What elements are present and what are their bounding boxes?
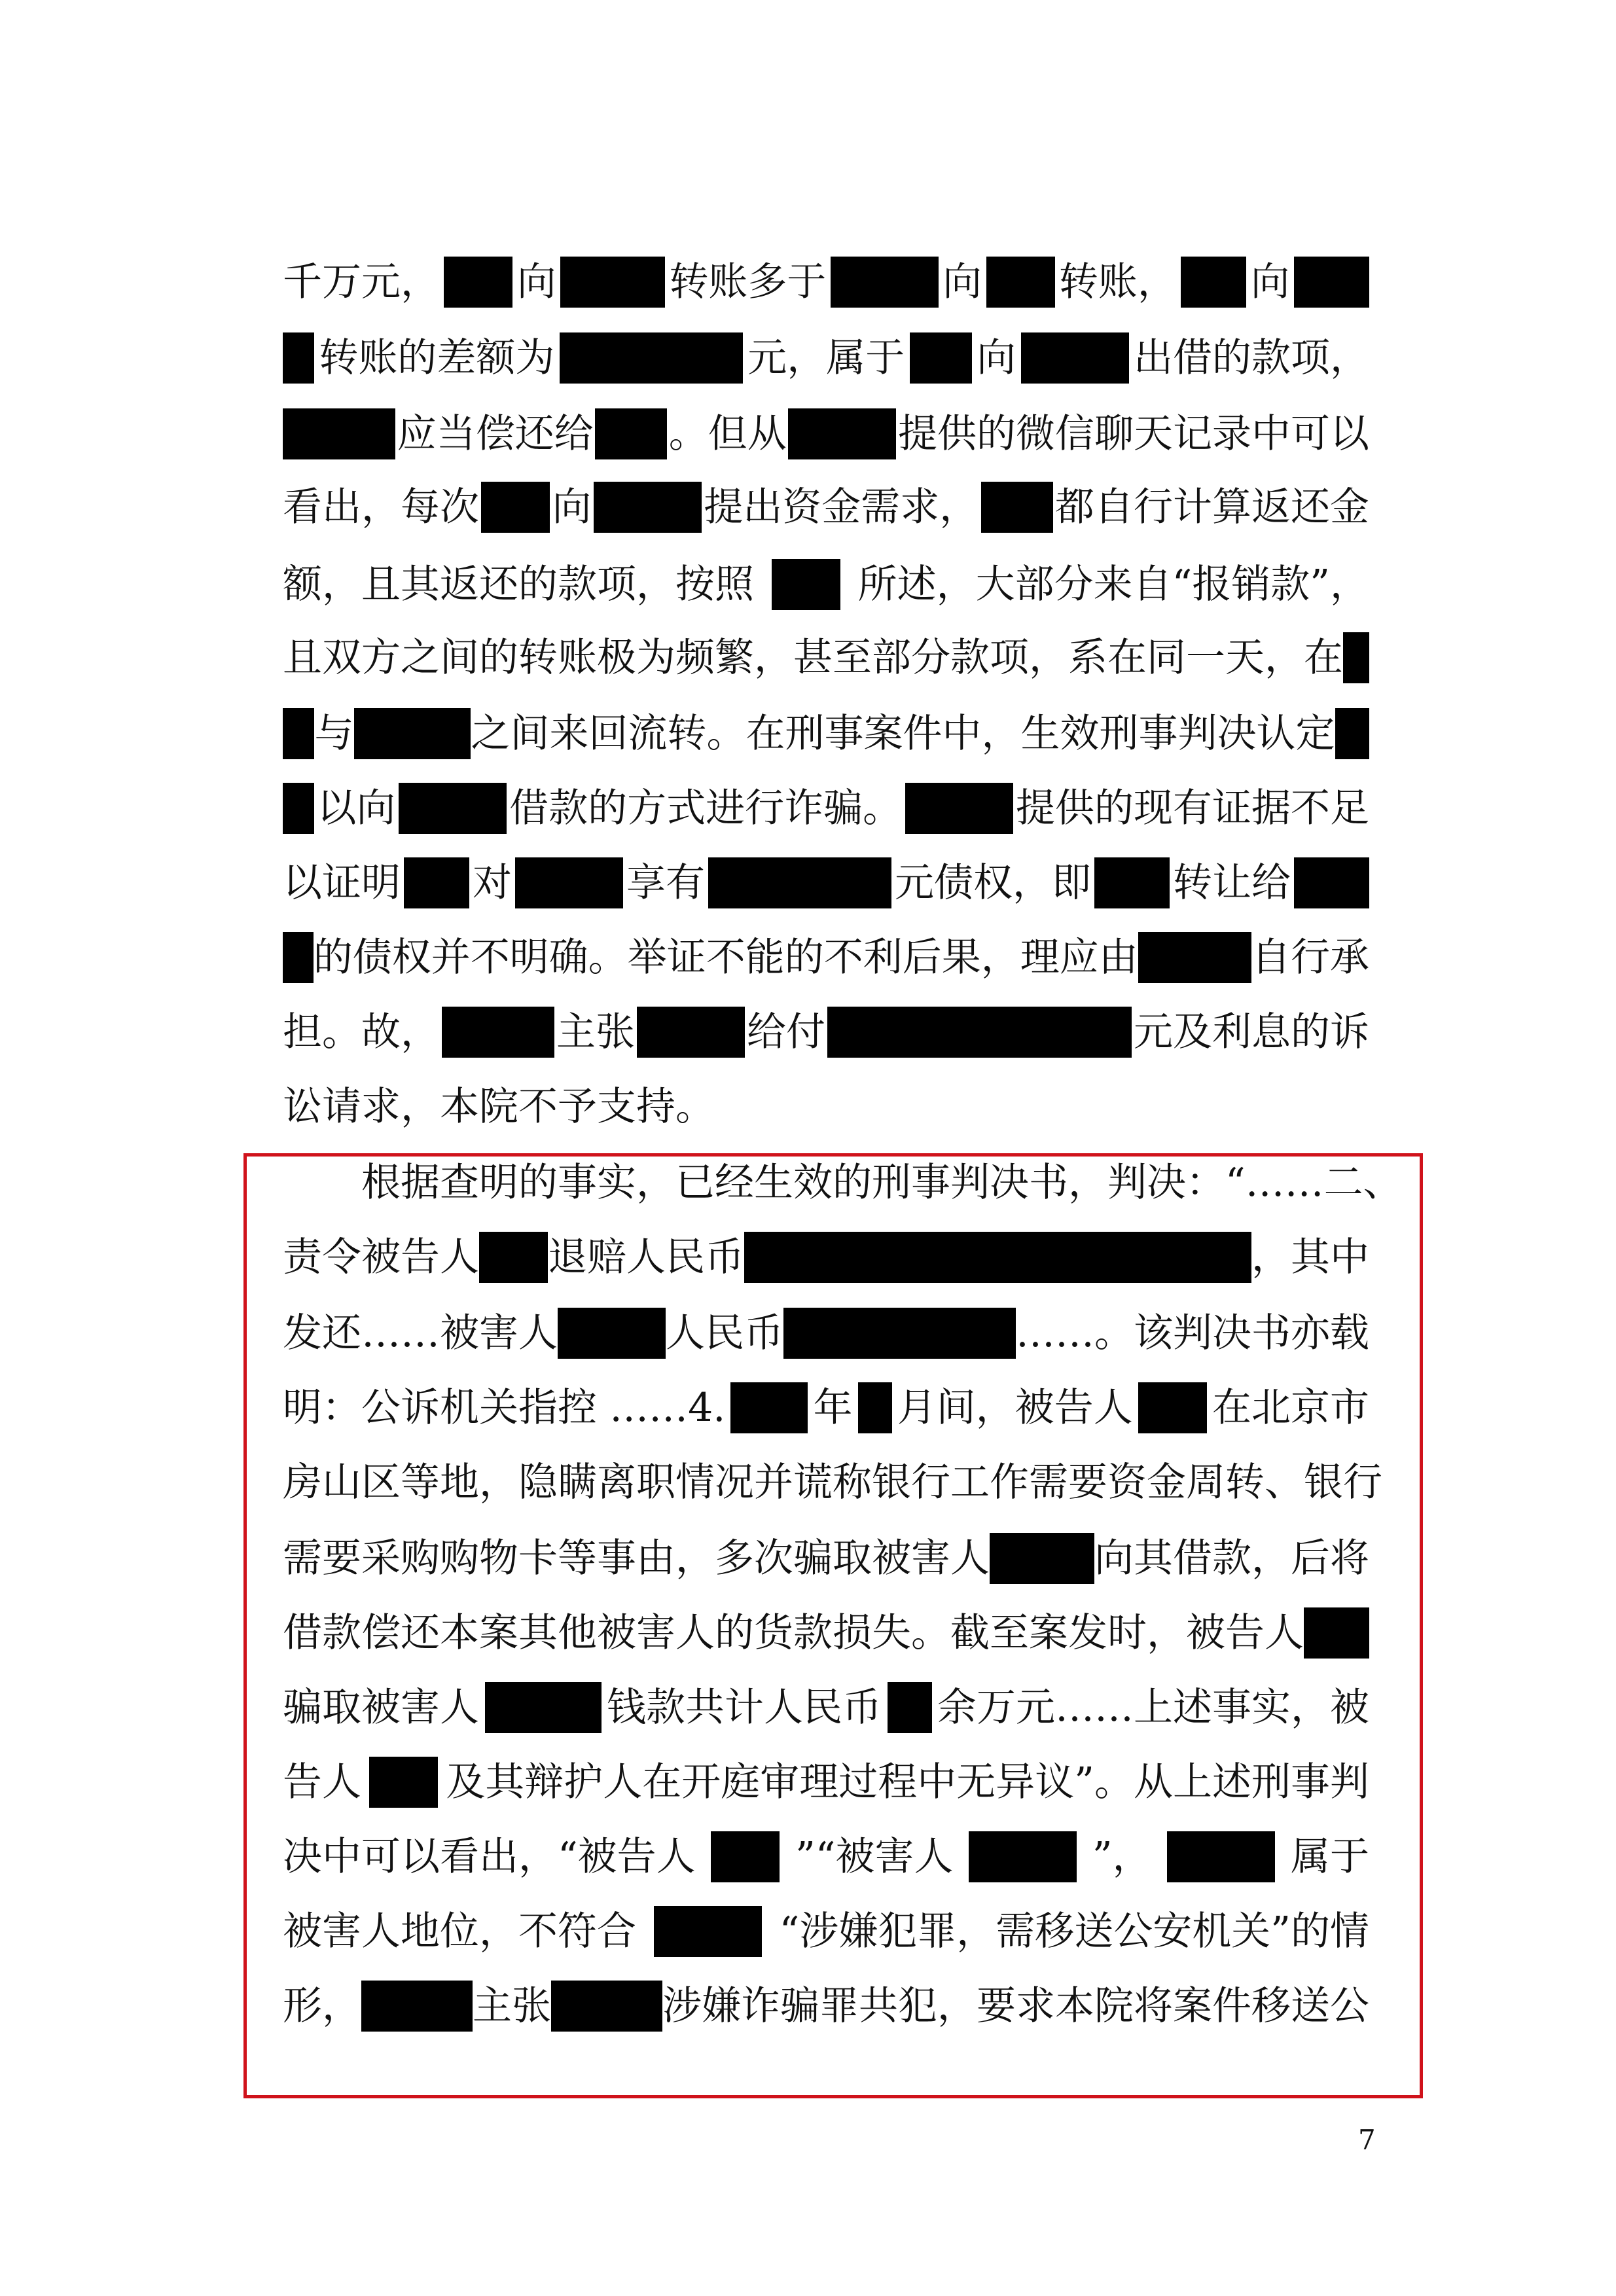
text-segment: 自行承 [1251, 935, 1369, 980]
text-segment: 元及利息的诉 [1134, 1009, 1369, 1055]
redaction-block [1021, 332, 1129, 384]
text-line [283, 471, 1369, 543]
redaction-block [1181, 257, 1246, 308]
text-segment: 月间，被告人 [897, 1385, 1133, 1431]
text-segment: 向 [516, 259, 556, 305]
text-segment: 享有 [626, 860, 705, 906]
text-segment: 提供的现有证据不足 [1015, 785, 1369, 831]
text-line [283, 622, 1369, 694]
redaction-block [283, 708, 314, 759]
redaction-block [1294, 857, 1369, 908]
text-segment: 元债权，即 [895, 860, 1091, 906]
text-segment: ，其中 [1251, 1234, 1369, 1280]
redaction-block [827, 1007, 1132, 1058]
text-segment: 出借的款项， [1133, 335, 1369, 381]
text-line [283, 772, 1369, 844]
text-segment: 骗取被害人 [283, 1685, 479, 1731]
redaction-block [481, 482, 550, 533]
text-segment: 发还……被害人 [283, 1310, 558, 1356]
text-segment: 人民币 [666, 1310, 783, 1356]
text-segment: 与 [314, 711, 354, 757]
text-segment: 责令被告人 [283, 1234, 479, 1280]
redaction-block [283, 408, 395, 459]
redaction-block [283, 783, 314, 834]
redaction-block [595, 408, 667, 459]
text-line [283, 698, 1369, 770]
redaction-block [708, 857, 891, 908]
text-segment: ”“被害人 [795, 1834, 954, 1880]
text-segment: 担。故， [283, 1009, 440, 1055]
text-segment: 提供的微信聊天记录中可以 [897, 411, 1369, 457]
redaction-block [560, 257, 665, 308]
text-segment: 转账， [1058, 259, 1177, 305]
text-segment: 在北京市 [1212, 1385, 1369, 1431]
text-segment: 主张 [556, 1009, 635, 1055]
text-segment: 主张 [473, 1983, 551, 2029]
text-segment: 元，属于 [747, 335, 905, 381]
text-segment: 形， [283, 1983, 361, 2029]
text-line [283, 548, 1369, 620]
text-segment: 余万元……上述事实，被 [937, 1685, 1369, 1731]
redaction-block [594, 482, 702, 533]
text-line [283, 996, 1369, 1068]
text-segment: 涉嫌诈骗罪共犯，要求本院将案件移送公 [662, 1983, 1369, 2029]
text-segment: 都自行计算返还金 [1054, 484, 1369, 530]
text-segment: 决中可以看出，“被告人 [283, 1834, 696, 1880]
text-segment: 转账的差额为 [319, 335, 555, 381]
text-segment: 给付 [747, 1009, 825, 1055]
redaction-block [1335, 708, 1369, 759]
redaction-block [399, 783, 507, 834]
text-segment: 看出，每次 [283, 484, 479, 530]
text-segment: 年 [813, 1385, 853, 1431]
redaction-block [1294, 257, 1369, 308]
text-segment: 及其辩护人在开庭审理过程中无异议”。从上述刑事判 [446, 1759, 1369, 1805]
text-segment: 。但从 [668, 411, 787, 457]
text-segment: 根据查明的事实，已经生效的刑事判决书，判决：“……二、 [361, 1160, 1403, 1206]
text-segment: 属于 [1290, 1834, 1369, 1880]
text-segment: 讼请求，本院不予支持。 [283, 1084, 715, 1130]
redaction-block [986, 257, 1055, 308]
text-segment: 房山区等地，隐瞒离职情况并谎称银行工作需要资金周转、银行 [283, 1460, 1382, 1505]
text-segment: 以证明 [283, 860, 401, 906]
text-segment: 告人 [283, 1759, 361, 1805]
text-segment: 之间来回流转。在刑事案件中，生效刑事判决认定 [471, 711, 1335, 757]
redaction-block [637, 1007, 745, 1058]
text-segment: ”， [1092, 1834, 1152, 1880]
text-segment: 对 [473, 860, 512, 906]
text-line [283, 922, 1369, 994]
text-segment: 被害人地位，不符合 [283, 1909, 636, 1954]
redaction-block [831, 257, 939, 308]
text-segment: 额，且其返还的款项，按照 [283, 562, 754, 607]
text-segment: “涉嫌犯罪，需移送公安机关”的情 [779, 1909, 1369, 1954]
text-segment: 退赔人民币 [548, 1234, 744, 1280]
highlight-box [243, 1153, 1423, 2098]
redaction-block [404, 857, 469, 908]
redaction-block [905, 783, 1013, 834]
text-segment: 的债权并不明确。举证不能的不利后果，理应由 [313, 935, 1138, 980]
redaction-block [1094, 857, 1170, 908]
redaction-block [788, 408, 896, 459]
text-segment: ……。该判决书亦载 [1016, 1310, 1369, 1356]
redaction-block [1343, 632, 1369, 683]
text-segment: 向 [943, 259, 982, 305]
text-segment: 向 [1250, 259, 1290, 305]
page-number: 7 [1358, 2124, 1376, 2156]
redaction-block [442, 1007, 554, 1058]
text-segment: 需要采购购物卡等事由，多次骗取被害人 [283, 1535, 990, 1581]
redaction-block [515, 857, 623, 908]
text-segment: 向 [977, 335, 1016, 381]
text-segment: 借款偿还本案其他被害人的货款损失。截至案发时，被告人 [283, 1610, 1304, 1656]
text-segment: 转账多于 [669, 259, 827, 305]
text-segment: 提出资金需求， [704, 484, 979, 530]
text-segment: 千万元， [283, 259, 440, 305]
text-segment: 应当偿还给 [397, 411, 594, 457]
text-line [283, 847, 1369, 919]
redaction-block [772, 559, 840, 610]
text-segment: 转让给 [1173, 860, 1291, 906]
text-line [283, 1071, 1369, 1143]
redaction-block [354, 708, 471, 759]
text-segment: 借款的方式进行诈骗。 [509, 785, 903, 831]
redaction-block [981, 482, 1053, 533]
text-line [283, 322, 1369, 394]
text-segment: 以向 [317, 785, 396, 831]
text-segment: 且双方之间的转账极为频繁，甚至部分款项，系在同一天，在 [283, 635, 1343, 681]
redaction-block [283, 332, 314, 384]
text-line [283, 246, 1369, 318]
redaction-block [910, 332, 972, 384]
text-segment: 明：公诉机关指控 ……4. [283, 1385, 726, 1431]
redaction-block [560, 332, 743, 384]
redaction-block [444, 257, 512, 308]
text-line [283, 398, 1369, 470]
text-segment: 向其借款，后将 [1094, 1535, 1369, 1581]
text-segment: 向 [552, 484, 592, 530]
redaction-block [283, 932, 314, 983]
text-segment: 所述，大部分来自“报销款”， [857, 562, 1369, 607]
redaction-block [1138, 932, 1251, 983]
text-segment: 钱款共计人民币 [607, 1685, 882, 1731]
